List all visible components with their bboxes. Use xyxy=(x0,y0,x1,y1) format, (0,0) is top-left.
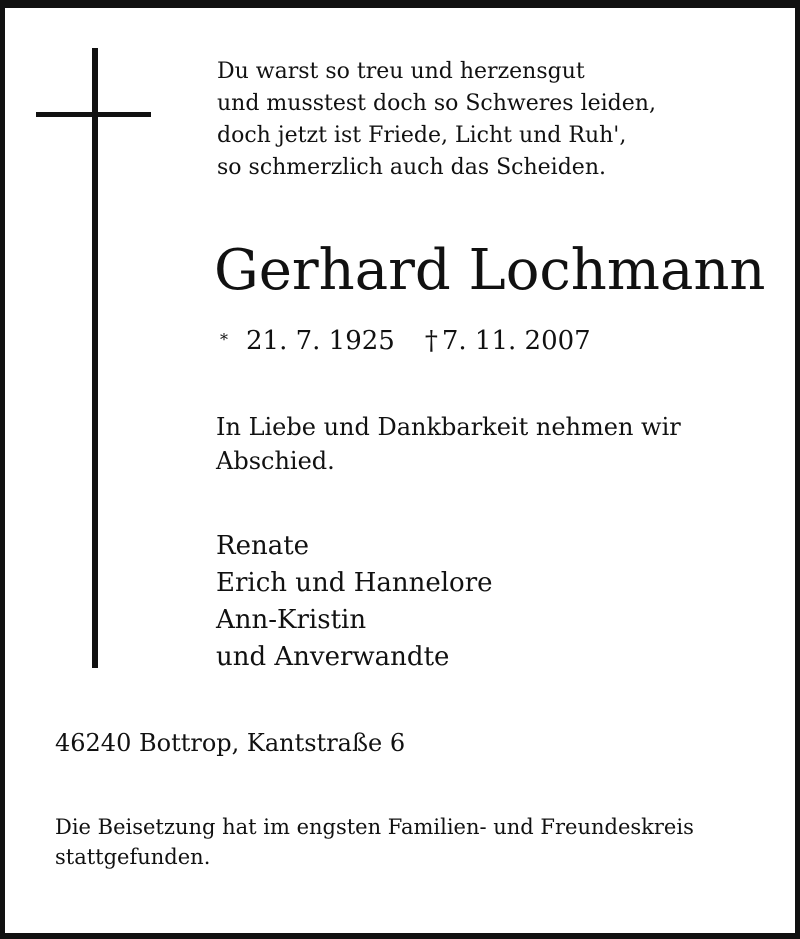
farewell-text xyxy=(216,410,681,478)
poem-line: und musstest doch so Schweres leiden, xyxy=(217,91,656,116)
poem-line: so schmerzlich auch das Scheiden. xyxy=(217,155,606,180)
farewell-line: In Liebe und Dankbarkeit nehmen wir xyxy=(216,413,681,441)
mourner-name: Renate xyxy=(216,531,310,561)
mourner-name: Ann-Kristin xyxy=(216,605,367,635)
note-line: stattgefunden. xyxy=(55,845,211,869)
deceased-name: Gerhard Lochmann xyxy=(214,238,766,303)
family-address: 46240 Bottrop, Kantstraße 6 xyxy=(55,729,406,757)
birth-date: 21. 7. 1925 xyxy=(246,326,395,356)
cross-icon-vertical-bar xyxy=(92,48,98,668)
memorial-poem xyxy=(217,56,656,184)
death-dagger-icon: † xyxy=(424,326,438,356)
farewell-line: Abschied. xyxy=(216,447,335,475)
life-dates xyxy=(220,322,591,359)
note-line: Die Beisetzung hat im engsten Familien- und Freundeskreis xyxy=(55,815,694,839)
mourner-name: Erich und Hannelore xyxy=(216,568,493,598)
death-date: 7. 11. 2007 xyxy=(441,326,591,356)
birth-star-icon: * xyxy=(220,330,228,349)
mourner-name: und Anverwandte xyxy=(216,642,450,672)
cross-icon-horizontal-bar xyxy=(36,112,151,117)
burial-note xyxy=(55,812,694,872)
poem-line: Du warst so treu und herzensgut xyxy=(217,59,585,84)
mourners-list xyxy=(216,528,493,676)
poem-line: doch jetzt ist Friede, Licht und Ruh', xyxy=(217,123,627,148)
